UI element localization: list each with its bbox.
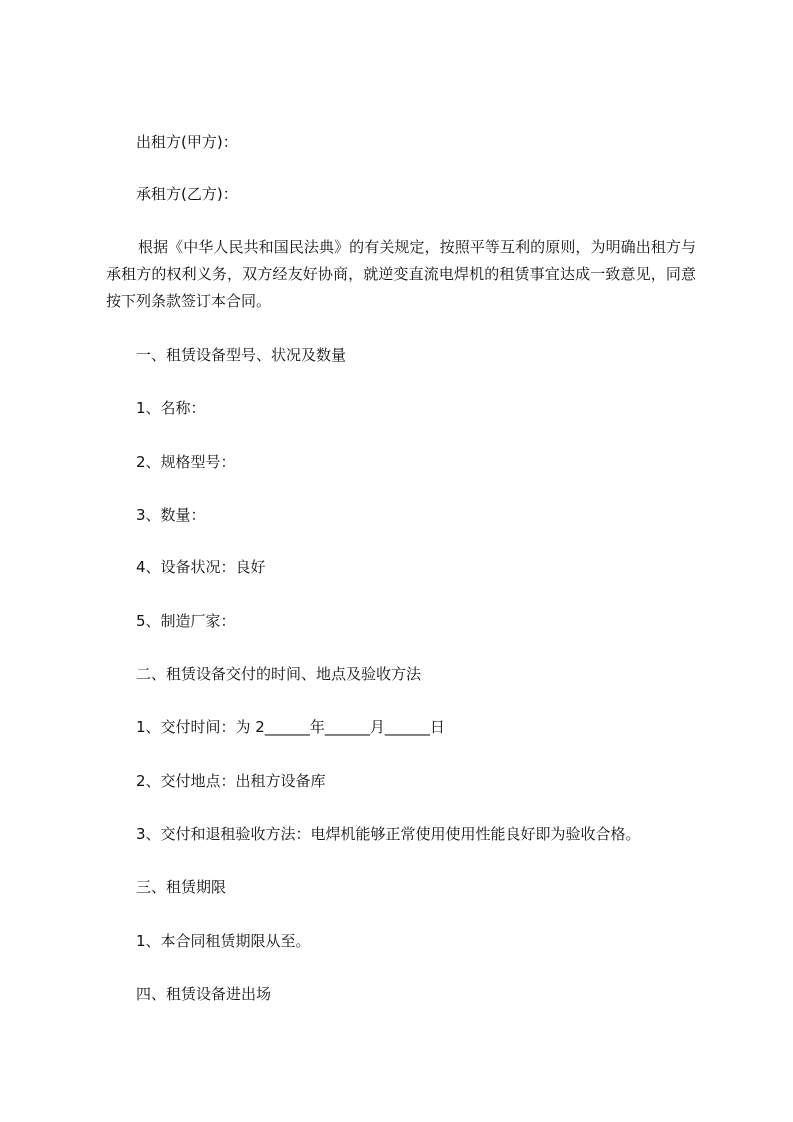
lessor-label: 出租方(甲方)： <box>136 133 238 151</box>
section-4-heading: 四、租赁设备进出场 <box>136 985 272 1003</box>
preamble-paragraph: 根据《中华人民共和国民法典》的有关规定，按照平等互利的原则，为明确出租方与承租方的权利义务，双方经友好协商，就逆变直流电焊机的租赁事宜达成一致意见，同意按下列条款签订本合同。 <box>106 238 696 310</box>
section-3-heading: 三、租赁期限 <box>136 878 227 896</box>
section-1-item-quantity: 3、数量： <box>136 506 206 524</box>
section-3-item-term: 1、本合同租赁期限从至。 <box>136 932 311 950</box>
section-2-item-acceptance-method: 3、交付和退租验收方法：电焊机能够正常使用使用性能良好即为验收合格。 <box>136 825 641 843</box>
section-1-item-condition: 4、设备状况：良好 <box>136 558 266 576</box>
section-2-item-delivery-place: 2、交付地点：出租方设备库 <box>136 772 326 790</box>
section-1-item-model: 2、规格型号： <box>136 453 236 471</box>
section-2-item-delivery-time: 1、交付时间：为 2______年______月______日 <box>136 718 445 736</box>
section-2-heading: 二、租赁设备交付的时间、地点及验收方法 <box>136 665 422 683</box>
section-1-item-name: 1、名称： <box>136 399 206 417</box>
section-1-item-manufacturer: 5、制造厂家： <box>136 612 236 630</box>
section-1-heading: 一、租赁设备型号、状况及数量 <box>136 346 347 364</box>
lessee-label: 承租方(乙方)： <box>136 185 238 203</box>
